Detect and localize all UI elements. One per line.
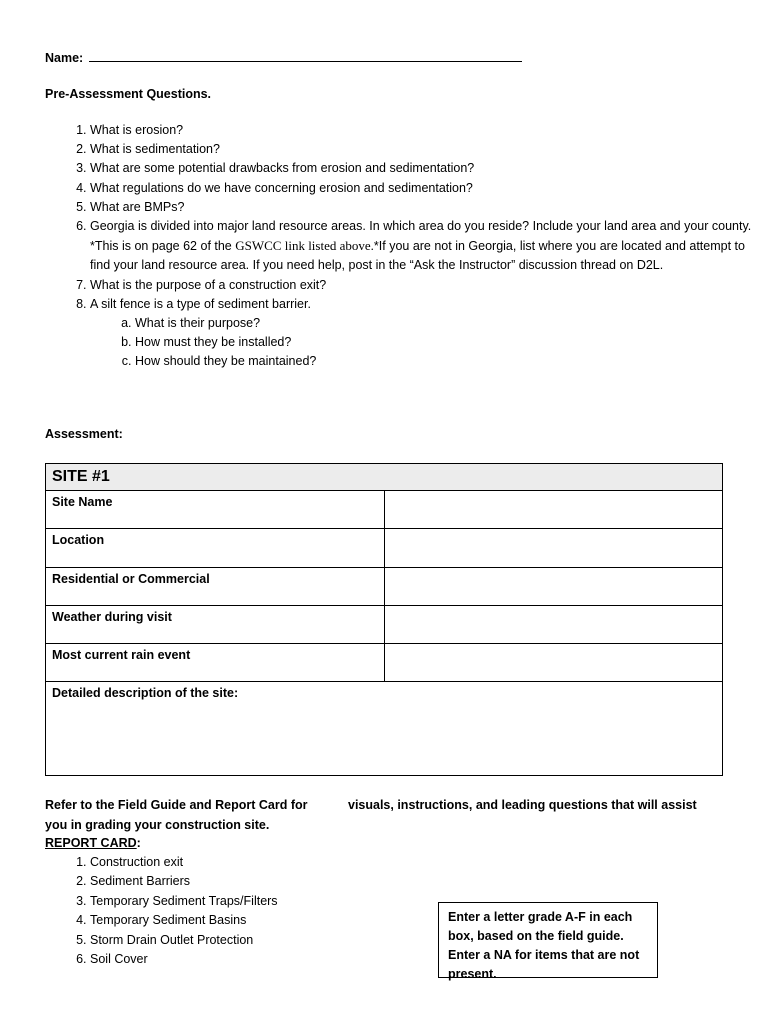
sub-question-list [90, 314, 762, 372]
sub-question-item: c. How should they be maintained? [135, 352, 762, 371]
gswcc-link-text: GSWCC link listed above. [235, 238, 374, 254]
weather-label: Weather during visit [46, 606, 385, 644]
site-table [45, 463, 723, 776]
question-text: Georgia is divided into major land resource areas. In which area do you reside? Include your land area and your county. *This is on page 62 of the [90, 219, 752, 254]
report-card-label: REPORT CARD [45, 836, 137, 850]
site-table-title: SITE #1 [46, 464, 723, 491]
refer-text-line2: you in grading your construction site. [45, 818, 270, 832]
residential-commercial-cell[interactable] [384, 568, 723, 606]
location-label: Location [46, 529, 385, 568]
report-card-heading [45, 836, 141, 850]
report-card-colon: : [136, 836, 141, 850]
question-item: 2. What is sedimentation? [90, 140, 762, 159]
question-text: *If you are not in Georgia, list where you are located and attempt to find your land resource area. If you need help, post in the “Ask the Instructor” discussion thread on D2L. [90, 239, 745, 273]
pre-assessment-heading: Pre-Assessment Questions. [45, 87, 212, 101]
report-card-item: 4. Temporary Sediment Basins [90, 911, 278, 930]
question-item [90, 217, 762, 276]
weather-cell[interactable] [384, 606, 723, 644]
name-blank-line[interactable] [89, 49, 522, 62]
assessment-heading: Assessment: [45, 427, 123, 441]
question-item: 3. What are some potential drawbacks from erosion and sedimentation? [90, 159, 762, 178]
residential-commercial-label: Residential or Commercial [46, 568, 385, 606]
report-card-item: 2. Sediment Barriers [90, 872, 278, 891]
site-name-label: Site Name [46, 491, 385, 529]
rain-event-label: Most current rain event [46, 644, 385, 682]
report-card-list [45, 853, 278, 969]
name-field-row [45, 49, 522, 65]
sub-question-item: b. How must they be installed? [135, 333, 762, 352]
report-card-item: 5. Storm Drain Outlet Protection [90, 931, 278, 950]
location-cell[interactable] [384, 529, 723, 568]
rain-event-cell[interactable] [384, 644, 723, 682]
question-item [90, 295, 762, 372]
site-name-cell[interactable] [384, 491, 723, 529]
report-card-item: 6. Soil Cover [90, 950, 278, 969]
report-card-item: 1. Construction exit [90, 853, 278, 872]
name-label: Name: [45, 51, 84, 65]
question-item: 1. What is erosion? [90, 121, 762, 140]
pre-assessment-question-list [45, 121, 762, 372]
site-description-cell[interactable]: Detailed description of the site: [46, 682, 723, 776]
refer-text-col1: Refer to the Field Guide and Report Card for [45, 798, 308, 812]
refer-text-col2: visuals, instructions, and leading questions that will assist [348, 798, 697, 812]
question-text: A silt fence is a type of sediment barrier. [90, 296, 311, 311]
question-item: 5. What are BMPs? [90, 198, 762, 217]
report-card-item: 3. Temporary Sediment Traps/Filters [90, 892, 278, 911]
sub-question-item: a. What is their purpose? [135, 314, 762, 333]
grading-instructions-box: Enter a letter grade A-F in each box, based on the field guide. Enter a NA for items that are not present. [438, 902, 658, 978]
question-item: 4. What regulations do we have concerning erosion and sedimentation? [90, 179, 762, 198]
question-item: 7. What is the purpose of a construction exit? [90, 276, 762, 295]
